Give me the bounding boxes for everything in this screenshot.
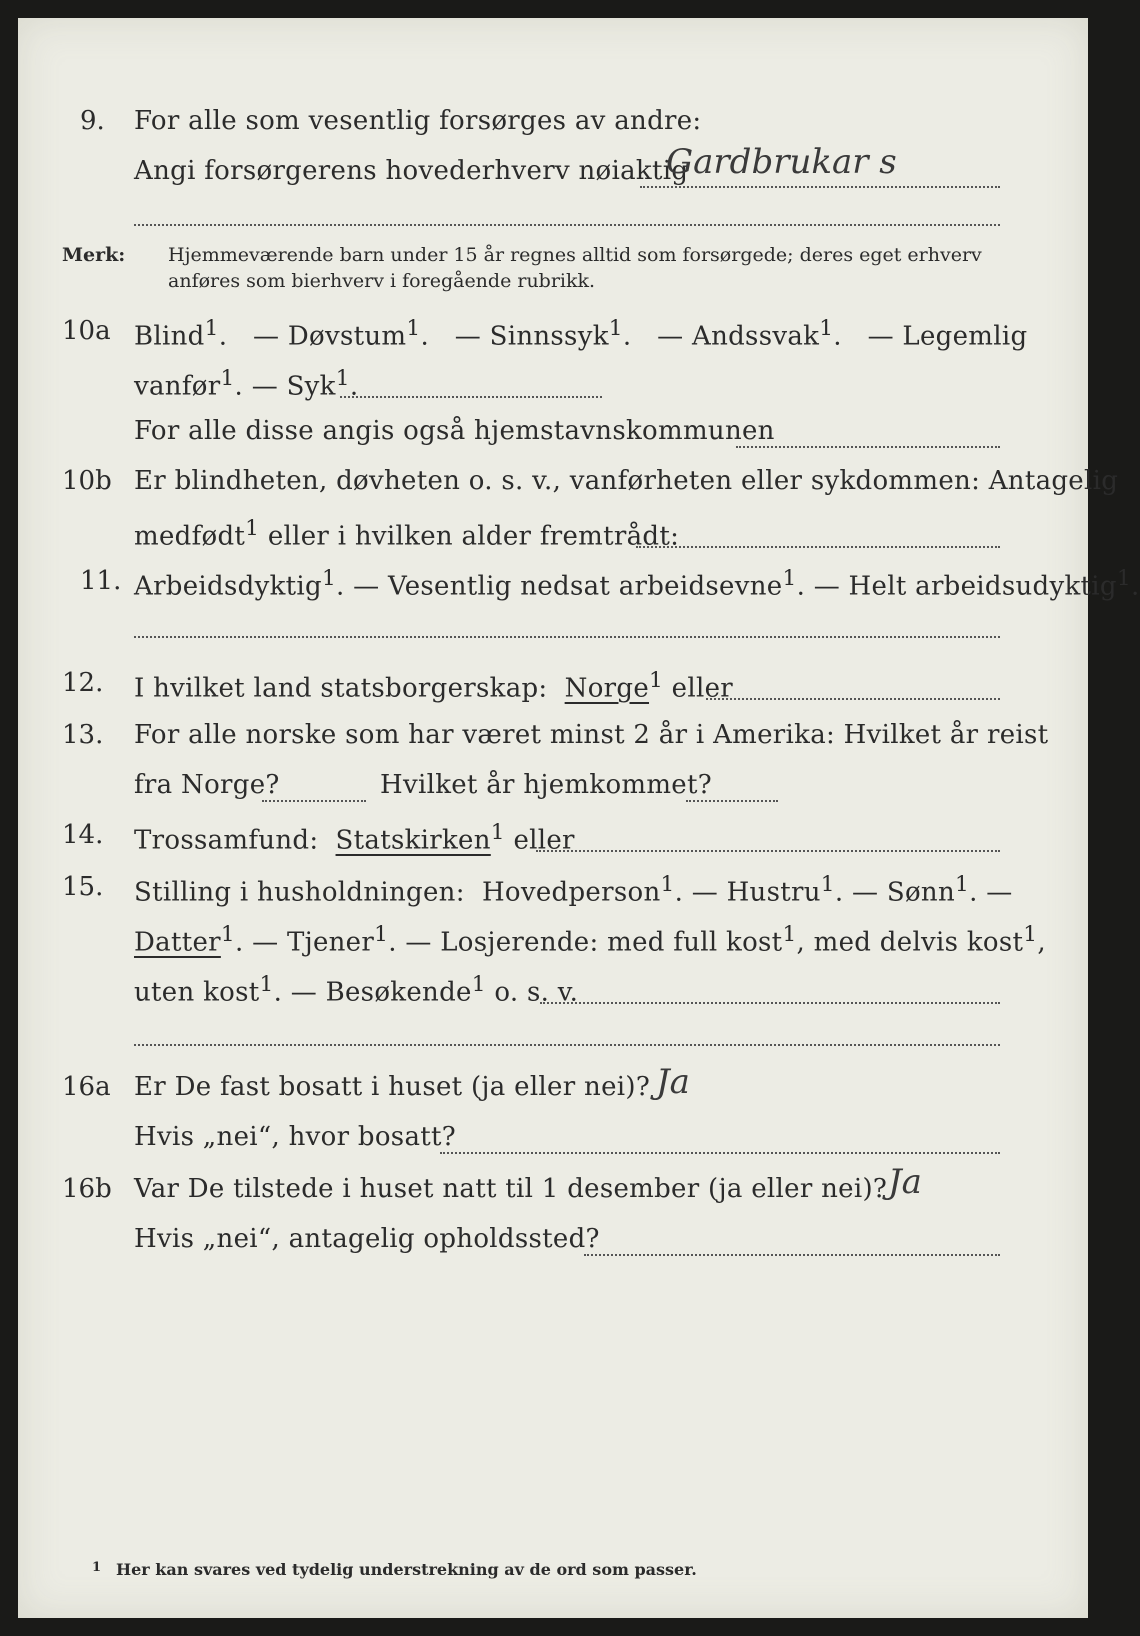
separator: ,: [1037, 927, 1046, 958]
q15-number: 15.: [62, 872, 104, 902]
footnote-ref: 1: [406, 316, 421, 341]
option-udyktig: . — Helt arbeidsudyktig: [796, 571, 1117, 602]
option-andssvak: — Andssvak: [657, 321, 820, 352]
separator: .: [622, 321, 632, 352]
option-norge-underlined: Norge: [564, 673, 650, 704]
option-besokende: . — Besøkende: [273, 977, 472, 1008]
separator: .: [833, 321, 842, 352]
q16a-line1: Er De fast bosatt i huset (ja eller nei)?: [134, 1072, 651, 1102]
option-vanfor: vanfør: [134, 371, 221, 402]
q9-line2: Angi forsørgerens hovederhverv nøiaktig: [134, 156, 689, 186]
q16b-answer-line: [584, 1254, 1000, 1256]
option-sonn: . — Sønn: [834, 877, 956, 908]
footnote-ref: 1: [608, 316, 623, 341]
footnote-ref: 1: [1023, 922, 1038, 947]
q10b-line1: Er blindheten, døvheten o. s. v., vanførheten eller sykdommen: Antagelig: [134, 466, 1119, 496]
q16b-line2: Hvis „nei“, antagelig opholdssted?: [134, 1224, 600, 1254]
q12-answer-line: [706, 698, 1000, 700]
q11-number: 11.: [80, 566, 122, 596]
footnote-ref: 1: [220, 366, 235, 391]
option-legemlig: — Legemlig: [867, 321, 1028, 352]
footnote-text: Her kan svares ved tydelig understrekning av de ord som passer.: [116, 1560, 697, 1579]
q12-eller: eller: [663, 673, 734, 704]
q9-answer-line: [640, 186, 1000, 188]
q15-line1: [134, 872, 1013, 908]
q13-number: 13.: [62, 720, 104, 750]
q14-number: 14.: [62, 820, 104, 850]
q14-question: Trossamfund:: [134, 825, 319, 856]
q9-number: 9.: [80, 106, 105, 136]
q15-question: Stilling i husholdningen:: [134, 877, 465, 908]
option-datter-underlined: Datter: [134, 927, 221, 958]
footnote-ref: 1: [471, 972, 486, 997]
option-blind: Blind: [134, 321, 205, 352]
q10a-answer-line: [340, 396, 602, 398]
option-arbeidsdyktig: Arbeidsdyktig: [134, 571, 322, 602]
q16a-number: 16a: [62, 1072, 111, 1102]
option-dovstum: — Døvstum: [253, 321, 407, 352]
q11-answer-line: [134, 636, 1000, 638]
separator: . —: [969, 877, 1013, 908]
q16a-answer-line: [440, 1152, 1000, 1154]
separator: .: [420, 321, 430, 352]
separator: .: [218, 321, 228, 352]
option-medfodt: medfødt: [134, 521, 246, 552]
q16b-line1: Var De tilstede i huset natt til 1 desember (ja eller nei)?: [134, 1174, 888, 1204]
q10b-line2: [134, 516, 679, 552]
footnote-ref: 1: [321, 566, 337, 591]
q10a-line3: For alle disse angis også hjemstavnskommunen: [134, 416, 775, 446]
option-nedsat: . — Vesentlig nedsat arbeidsevne: [336, 571, 783, 602]
q10a-line1: [134, 316, 1027, 352]
footnote-ref: 1: [660, 872, 675, 897]
option-losjerende-full-kost: . — Losjerende: med full kost: [388, 927, 783, 958]
merk-line1: Hjemmeværende barn under 15 år regnes alltid som forsørgede; deres eget erhverv: [168, 244, 982, 266]
footnote-ref: 1: [820, 872, 835, 897]
separator: .: [349, 371, 359, 402]
q15-extra-line: [134, 1044, 1000, 1046]
option-hovedperson: Hovedperson: [481, 877, 661, 908]
q14-line: [134, 820, 575, 856]
q13-hjemkommet-line: [686, 800, 778, 802]
q14-answer-line: [536, 850, 1000, 852]
footnote-ref: 1: [955, 872, 970, 897]
q13-line1: For alle norske som har været minst 2 år i Amerika: Hvilket år reist: [134, 720, 1049, 750]
q16a-handwritten-answer: Ja: [656, 1062, 690, 1102]
option-tjener: . — Tjener: [234, 927, 375, 958]
footnote-ref: 1: [782, 566, 797, 591]
q16b-handwritten-answer: Ja: [888, 1162, 922, 1202]
q15-answer-line: [540, 1002, 1000, 1004]
footnote-ref: 1: [1116, 566, 1131, 591]
q9-line1: For alle som vesentlig forsørges av andre:: [134, 106, 702, 136]
option-syk: — Syk: [251, 371, 336, 402]
footnote-ref: 1: [490, 820, 505, 845]
q10b-number: 10b: [62, 466, 112, 496]
q10a-line2: [134, 366, 358, 402]
q15-line2: [134, 922, 1046, 958]
option-sinnssyk: — Sinnssyk: [454, 321, 609, 352]
q13-reist-label: fra Norge?: [134, 770, 280, 800]
q12-question: I hvilket land statsborgerskap:: [134, 673, 548, 704]
q15-line3: [134, 972, 578, 1008]
q10a-hjemstavn-line: [736, 446, 1000, 448]
q14-eller: eller: [504, 825, 575, 856]
footnote-mark: 1: [92, 1560, 102, 1575]
footnote-ref: 1: [259, 972, 274, 997]
q13-reist-line: [262, 800, 366, 802]
footnote-ref: 1: [245, 516, 260, 541]
q16b-number: 16b: [62, 1174, 112, 1204]
q10a-number: 10a: [62, 316, 111, 346]
merk-line2: anføres som bierhverv i foregående rubrikk.: [168, 270, 596, 292]
option-statskirken-underlined: Statskirken: [335, 825, 491, 856]
q10b-alder-text: eller i hvilken alder fremtrådt:: [259, 521, 680, 552]
q12-number: 12.: [62, 668, 104, 698]
q9-handwritten-answer: Gardbrukar s: [666, 142, 897, 182]
option-delvis-kost: , med delvis kost: [796, 927, 1024, 958]
footnote-ref: 1: [220, 922, 235, 947]
merk-label: Merk:: [62, 244, 126, 266]
separator: .: [234, 371, 244, 402]
q11-line: [134, 566, 1140, 602]
footnote-ref: 1: [335, 366, 350, 391]
footnote-ref: 1: [819, 316, 834, 341]
q10b-answer-line: [636, 546, 1000, 548]
q12-line: [134, 668, 733, 704]
option-hustru: . — Hustru: [674, 877, 821, 908]
option-uten-kost: uten kost: [134, 977, 260, 1008]
q9-extra-line: [134, 224, 1000, 226]
separator: .: [1130, 571, 1140, 602]
footnote-ref: 1: [204, 316, 219, 341]
q15-osv: o. s. v.: [485, 977, 579, 1008]
footnote-ref: 1: [782, 922, 797, 947]
footnote-ref: 1: [374, 922, 389, 947]
q16a-line2: Hvis „nei“, hvor bosatt?: [134, 1122, 456, 1152]
footnote-ref: 1: [649, 668, 664, 693]
q13-hjemkommet-label: Hvilket år hjemkommet?: [380, 770, 712, 800]
